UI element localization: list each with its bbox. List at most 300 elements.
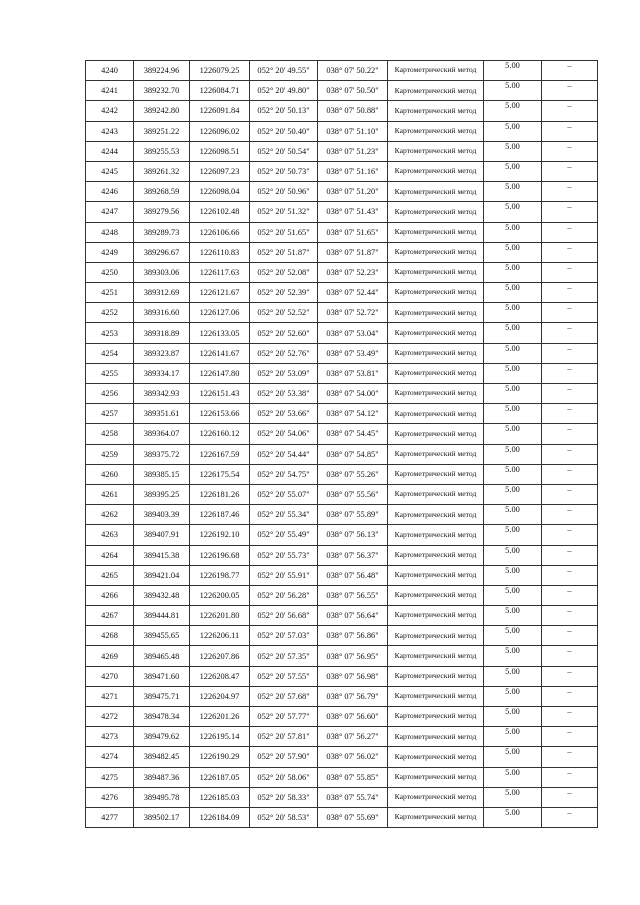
x-coordinate-cell: 389316.60: [134, 303, 190, 323]
x-coordinate-cell: 389479.62: [134, 727, 190, 747]
table-row: [86, 61, 598, 81]
table-row: [86, 161, 598, 181]
point-number-cell: 4259: [86, 444, 134, 464]
y-coordinate-cell: 1226097.23: [190, 161, 250, 181]
x-coordinate-cell: 389342.93: [134, 384, 190, 404]
table-row: [86, 525, 598, 545]
table-row: [86, 505, 598, 525]
note-cell: –: [542, 323, 598, 343]
note-cell: –: [542, 686, 598, 706]
x-coordinate-cell: 389421.04: [134, 565, 190, 585]
point-number-cell: 4251: [86, 283, 134, 303]
method-cell: Картометрический метод: [388, 565, 484, 585]
point-number-cell: 4272: [86, 707, 134, 727]
accuracy-cell: 5.00: [484, 121, 542, 141]
accuracy-cell: 5.00: [484, 161, 542, 181]
accuracy-cell: 5.00: [484, 222, 542, 242]
x-coordinate-cell: 389415.38: [134, 545, 190, 565]
note-cell: –: [542, 61, 598, 81]
y-coordinate-cell: 1226190.29: [190, 747, 250, 767]
method-cell: Картометрический метод: [388, 545, 484, 565]
note-cell: –: [542, 484, 598, 504]
latitude-cell: 052° 20' 50.96": [250, 182, 318, 202]
x-coordinate-cell: 389407.91: [134, 525, 190, 545]
table-row: [86, 747, 598, 767]
y-coordinate-cell: 1226196.68: [190, 545, 250, 565]
x-coordinate-cell: 389289.73: [134, 222, 190, 242]
longitude-cell: 038° 07' 51.16": [318, 161, 388, 181]
latitude-cell: 052° 20' 55.07": [250, 484, 318, 504]
table-row: [86, 565, 598, 585]
x-coordinate-cell: 389502.17: [134, 807, 190, 827]
method-cell: Картометрический метод: [388, 787, 484, 807]
latitude-cell: 052° 20' 55.49": [250, 525, 318, 545]
point-number-cell: 4271: [86, 686, 134, 706]
y-coordinate-cell: 1226102.48: [190, 202, 250, 222]
latitude-cell: 052° 20' 50.13": [250, 101, 318, 121]
point-number-cell: 4254: [86, 343, 134, 363]
longitude-cell: 038° 07' 56.79": [318, 686, 388, 706]
longitude-cell: 038° 07' 55.85": [318, 767, 388, 787]
y-coordinate-cell: 1226147.80: [190, 363, 250, 383]
point-number-cell: 4257: [86, 404, 134, 424]
table-row: [86, 626, 598, 646]
accuracy-cell: 5.00: [484, 525, 542, 545]
table-row: [86, 182, 598, 202]
accuracy-cell: 5.00: [484, 626, 542, 646]
point-number-cell: 4266: [86, 585, 134, 605]
table-row: [86, 707, 598, 727]
y-coordinate-cell: 1226151.43: [190, 384, 250, 404]
latitude-cell: 052° 20' 55.73": [250, 545, 318, 565]
table-body: [86, 61, 598, 828]
table-row: [86, 283, 598, 303]
method-cell: Картометрический метод: [388, 303, 484, 323]
accuracy-cell: 5.00: [484, 565, 542, 585]
accuracy-cell: 5.00: [484, 424, 542, 444]
note-cell: –: [542, 505, 598, 525]
note-cell: –: [542, 343, 598, 363]
table-row: [86, 222, 598, 242]
accuracy-cell: 5.00: [484, 323, 542, 343]
method-cell: Картометрический метод: [388, 61, 484, 81]
note-cell: –: [542, 565, 598, 585]
table-row: [86, 141, 598, 161]
point-number-cell: 4261: [86, 484, 134, 504]
y-coordinate-cell: 1226187.46: [190, 505, 250, 525]
point-number-cell: 4258: [86, 424, 134, 444]
accuracy-cell: 5.00: [484, 585, 542, 605]
x-coordinate-cell: 389375.72: [134, 444, 190, 464]
accuracy-cell: 5.00: [484, 787, 542, 807]
method-cell: Картометрический метод: [388, 767, 484, 787]
latitude-cell: 052° 20' 57.35": [250, 646, 318, 666]
point-number-cell: 4262: [86, 505, 134, 525]
longitude-cell: 038° 07' 54.85": [318, 444, 388, 464]
longitude-cell: 038° 07' 52.23": [318, 262, 388, 282]
note-cell: –: [542, 363, 598, 383]
note-cell: –: [542, 283, 598, 303]
longitude-cell: 038° 07' 53.81": [318, 363, 388, 383]
note-cell: –: [542, 626, 598, 646]
method-cell: Картометрический метод: [388, 646, 484, 666]
accuracy-cell: 5.00: [484, 141, 542, 161]
x-coordinate-cell: 389487.36: [134, 767, 190, 787]
y-coordinate-cell: 1226153.66: [190, 404, 250, 424]
note-cell: –: [542, 182, 598, 202]
x-coordinate-cell: 389364.07: [134, 424, 190, 444]
x-coordinate-cell: 389403.39: [134, 505, 190, 525]
method-cell: Картометрический метод: [388, 626, 484, 646]
y-coordinate-cell: 1226084.71: [190, 81, 250, 101]
y-coordinate-cell: 1226187.05: [190, 767, 250, 787]
longitude-cell: 038° 07' 53.49": [318, 343, 388, 363]
latitude-cell: 052° 20' 54.44": [250, 444, 318, 464]
x-coordinate-cell: 389296.67: [134, 242, 190, 262]
y-coordinate-cell: 1226195.14: [190, 727, 250, 747]
latitude-cell: 052° 20' 57.81": [250, 727, 318, 747]
x-coordinate-cell: 389318.89: [134, 323, 190, 343]
point-number-cell: 4245: [86, 161, 134, 181]
longitude-cell: 038° 07' 56.98": [318, 666, 388, 686]
table-row: [86, 807, 598, 827]
latitude-cell: 052° 20' 52.76": [250, 343, 318, 363]
longitude-cell: 038° 07' 55.69": [318, 807, 388, 827]
latitude-cell: 052° 20' 51.65": [250, 222, 318, 242]
accuracy-cell: 5.00: [484, 303, 542, 323]
table-row: [86, 545, 598, 565]
point-number-cell: 4276: [86, 787, 134, 807]
longitude-cell: 038° 07' 51.65": [318, 222, 388, 242]
note-cell: –: [542, 444, 598, 464]
table-row: [86, 323, 598, 343]
method-cell: Картометрический метод: [388, 242, 484, 262]
y-coordinate-cell: 1226201.80: [190, 606, 250, 626]
accuracy-cell: 5.00: [484, 646, 542, 666]
y-coordinate-cell: 1226098.04: [190, 182, 250, 202]
table-row: [86, 384, 598, 404]
note-cell: –: [542, 525, 598, 545]
longitude-cell: 038° 07' 56.48": [318, 565, 388, 585]
point-number-cell: 4241: [86, 81, 134, 101]
accuracy-cell: 5.00: [484, 262, 542, 282]
point-number-cell: 4275: [86, 767, 134, 787]
accuracy-cell: 5.00: [484, 182, 542, 202]
longitude-cell: 038° 07' 56.86": [318, 626, 388, 646]
x-coordinate-cell: 389351.61: [134, 404, 190, 424]
method-cell: Картометрический метод: [388, 727, 484, 747]
latitude-cell: 052° 20' 57.03": [250, 626, 318, 646]
note-cell: –: [542, 202, 598, 222]
note-cell: –: [542, 121, 598, 141]
method-cell: Картометрический метод: [388, 606, 484, 626]
point-number-cell: 4265: [86, 565, 134, 585]
longitude-cell: 038° 07' 52.44": [318, 283, 388, 303]
x-coordinate-cell: 389251.22: [134, 121, 190, 141]
point-number-cell: 4260: [86, 464, 134, 484]
longitude-cell: 038° 07' 55.89": [318, 505, 388, 525]
latitude-cell: 052° 20' 50.40": [250, 121, 318, 141]
point-number-cell: 4267: [86, 606, 134, 626]
table-row: [86, 727, 598, 747]
latitude-cell: 052° 20' 50.54": [250, 141, 318, 161]
longitude-cell: 038° 07' 56.37": [318, 545, 388, 565]
longitude-cell: 038° 07' 50.50": [318, 81, 388, 101]
latitude-cell: 052° 20' 58.53": [250, 807, 318, 827]
method-cell: Картометрический метод: [388, 283, 484, 303]
accuracy-cell: 5.00: [484, 61, 542, 81]
accuracy-cell: 5.00: [484, 666, 542, 686]
table-row: [86, 101, 598, 121]
table-row: [86, 444, 598, 464]
note-cell: –: [542, 787, 598, 807]
y-coordinate-cell: 1226207.86: [190, 646, 250, 666]
accuracy-cell: 5.00: [484, 242, 542, 262]
note-cell: –: [542, 81, 598, 101]
x-coordinate-cell: 389471.60: [134, 666, 190, 686]
y-coordinate-cell: 1226133.05: [190, 323, 250, 343]
method-cell: Картометрический метод: [388, 807, 484, 827]
table-row: [86, 343, 598, 363]
table-row: [86, 646, 598, 666]
y-coordinate-cell: 1226096.02: [190, 121, 250, 141]
coordinates-table-sheet: [85, 60, 597, 828]
accuracy-cell: 5.00: [484, 686, 542, 706]
note-cell: –: [542, 646, 598, 666]
method-cell: Картометрический метод: [388, 161, 484, 181]
table-row: [86, 363, 598, 383]
y-coordinate-cell: 1226175.54: [190, 464, 250, 484]
x-coordinate-cell: 389465.48: [134, 646, 190, 666]
method-cell: Картометрический метод: [388, 666, 484, 686]
point-number-cell: 4274: [86, 747, 134, 767]
latitude-cell: 052° 20' 52.39": [250, 283, 318, 303]
y-coordinate-cell: 1226181.26: [190, 484, 250, 504]
longitude-cell: 038° 07' 56.60": [318, 707, 388, 727]
table-row: [86, 242, 598, 262]
accuracy-cell: 5.00: [484, 807, 542, 827]
note-cell: –: [542, 424, 598, 444]
longitude-cell: 038° 07' 56.95": [318, 646, 388, 666]
point-number-cell: 4252: [86, 303, 134, 323]
note-cell: –: [542, 101, 598, 121]
method-cell: Картометрический метод: [388, 202, 484, 222]
table-row: [86, 585, 598, 605]
accuracy-cell: 5.00: [484, 404, 542, 424]
note-cell: –: [542, 384, 598, 404]
x-coordinate-cell: 389224.96: [134, 61, 190, 81]
y-coordinate-cell: 1226091.84: [190, 101, 250, 121]
point-number-cell: 4249: [86, 242, 134, 262]
y-coordinate-cell: 1226106.66: [190, 222, 250, 242]
method-cell: Картометрический метод: [388, 141, 484, 161]
x-coordinate-cell: 389475.71: [134, 686, 190, 706]
y-coordinate-cell: 1226198.77: [190, 565, 250, 585]
longitude-cell: 038° 07' 55.26": [318, 464, 388, 484]
latitude-cell: 052° 20' 52.52": [250, 303, 318, 323]
longitude-cell: 038° 07' 55.74": [318, 787, 388, 807]
method-cell: Картометрический метод: [388, 404, 484, 424]
method-cell: Картометрический метод: [388, 121, 484, 141]
table-row: [86, 666, 598, 686]
note-cell: –: [542, 747, 598, 767]
x-coordinate-cell: 389495.78: [134, 787, 190, 807]
table-row: [86, 262, 598, 282]
note-cell: –: [542, 262, 598, 282]
y-coordinate-cell: 1226121.67: [190, 283, 250, 303]
note-cell: –: [542, 545, 598, 565]
x-coordinate-cell: 389478.34: [134, 707, 190, 727]
longitude-cell: 038° 07' 51.23": [318, 141, 388, 161]
y-coordinate-cell: 1226201.26: [190, 707, 250, 727]
table-row: [86, 686, 598, 706]
y-coordinate-cell: 1226110.83: [190, 242, 250, 262]
accuracy-cell: 5.00: [484, 767, 542, 787]
method-cell: Картометрический метод: [388, 747, 484, 767]
x-coordinate-cell: 389323.87: [134, 343, 190, 363]
latitude-cell: 052° 20' 58.06": [250, 767, 318, 787]
longitude-cell: 038° 07' 56.02": [318, 747, 388, 767]
longitude-cell: 038° 07' 50.22": [318, 61, 388, 81]
latitude-cell: 052° 20' 53.38": [250, 384, 318, 404]
x-coordinate-cell: 389242.80: [134, 101, 190, 121]
table-row: [86, 202, 598, 222]
method-cell: Картометрический метод: [388, 182, 484, 202]
point-number-cell: 4270: [86, 666, 134, 686]
table-row: [86, 606, 598, 626]
point-number-cell: 4277: [86, 807, 134, 827]
y-coordinate-cell: 1226192.10: [190, 525, 250, 545]
longitude-cell: 038° 07' 52.72": [318, 303, 388, 323]
x-coordinate-cell: 389395.25: [134, 484, 190, 504]
table-row: [86, 484, 598, 504]
accuracy-cell: 5.00: [484, 484, 542, 504]
point-number-cell: 4263: [86, 525, 134, 545]
accuracy-cell: 5.00: [484, 283, 542, 303]
method-cell: Картометрический метод: [388, 505, 484, 525]
table-row: [86, 767, 598, 787]
table-row: [86, 464, 598, 484]
latitude-cell: 052° 20' 52.60": [250, 323, 318, 343]
method-cell: Картометрический метод: [388, 343, 484, 363]
method-cell: Картометрический метод: [388, 484, 484, 504]
x-coordinate-cell: 389261.32: [134, 161, 190, 181]
x-coordinate-cell: 389334.17: [134, 363, 190, 383]
method-cell: Картометрический метод: [388, 384, 484, 404]
latitude-cell: 052° 20' 49.80": [250, 81, 318, 101]
latitude-cell: 052° 20' 54.06": [250, 424, 318, 444]
longitude-cell: 038° 07' 51.10": [318, 121, 388, 141]
y-coordinate-cell: 1226184.09: [190, 807, 250, 827]
latitude-cell: 052° 20' 53.66": [250, 404, 318, 424]
longitude-cell: 038° 07' 50.88": [318, 101, 388, 121]
y-coordinate-cell: 1226127.06: [190, 303, 250, 323]
longitude-cell: 038° 07' 51.87": [318, 242, 388, 262]
table-row: [86, 424, 598, 444]
method-cell: Картометрический метод: [388, 525, 484, 545]
method-cell: Картометрический метод: [388, 222, 484, 242]
accuracy-cell: 5.00: [484, 101, 542, 121]
note-cell: –: [542, 767, 598, 787]
note-cell: –: [542, 404, 598, 424]
method-cell: Картометрический метод: [388, 363, 484, 383]
latitude-cell: 052° 20' 56.68": [250, 606, 318, 626]
x-coordinate-cell: 389455.65: [134, 626, 190, 646]
latitude-cell: 052° 20' 57.55": [250, 666, 318, 686]
note-cell: –: [542, 242, 598, 262]
point-number-cell: 4273: [86, 727, 134, 747]
note-cell: –: [542, 585, 598, 605]
table-row: [86, 121, 598, 141]
longitude-cell: 038° 07' 54.45": [318, 424, 388, 444]
y-coordinate-cell: 1226079.25: [190, 61, 250, 81]
y-coordinate-cell: 1226208.47: [190, 666, 250, 686]
accuracy-cell: 5.00: [484, 747, 542, 767]
method-cell: Картометрический метод: [388, 81, 484, 101]
point-number-cell: 4242: [86, 101, 134, 121]
accuracy-cell: 5.00: [484, 444, 542, 464]
point-number-cell: 4247: [86, 202, 134, 222]
point-number-cell: 4268: [86, 626, 134, 646]
y-coordinate-cell: 1226200.05: [190, 585, 250, 605]
x-coordinate-cell: 389444.81: [134, 606, 190, 626]
note-cell: –: [542, 807, 598, 827]
point-number-cell: 4269: [86, 646, 134, 666]
note-cell: –: [542, 606, 598, 626]
accuracy-cell: 5.00: [484, 707, 542, 727]
method-cell: Картометрический метод: [388, 424, 484, 444]
y-coordinate-cell: 1226117.63: [190, 262, 250, 282]
table-row: [86, 787, 598, 807]
accuracy-cell: 5.00: [484, 505, 542, 525]
accuracy-cell: 5.00: [484, 384, 542, 404]
point-number-cell: 4256: [86, 384, 134, 404]
longitude-cell: 038° 07' 54.00": [318, 384, 388, 404]
longitude-cell: 038° 07' 56.55": [318, 585, 388, 605]
method-cell: Картометрический метод: [388, 707, 484, 727]
longitude-cell: 038° 07' 51.43": [318, 202, 388, 222]
latitude-cell: 052° 20' 57.68": [250, 686, 318, 706]
point-number-cell: 4253: [86, 323, 134, 343]
longitude-cell: 038° 07' 54.12": [318, 404, 388, 424]
method-cell: Картометрический метод: [388, 444, 484, 464]
note-cell: –: [542, 222, 598, 242]
x-coordinate-cell: 389232.70: [134, 81, 190, 101]
x-coordinate-cell: 389268.59: [134, 182, 190, 202]
x-coordinate-cell: 389432.48: [134, 585, 190, 605]
table-row: [86, 404, 598, 424]
latitude-cell: 052° 20' 54.75": [250, 464, 318, 484]
latitude-cell: 052° 20' 50.73": [250, 161, 318, 181]
note-cell: –: [542, 161, 598, 181]
accuracy-cell: 5.00: [484, 545, 542, 565]
latitude-cell: 052° 20' 55.34": [250, 505, 318, 525]
method-cell: Картометрический метод: [388, 262, 484, 282]
x-coordinate-cell: 389279.56: [134, 202, 190, 222]
x-coordinate-cell: 389385.15: [134, 464, 190, 484]
longitude-cell: 038° 07' 51.20": [318, 182, 388, 202]
method-cell: Картометрический метод: [388, 585, 484, 605]
y-coordinate-cell: 1226141.67: [190, 343, 250, 363]
longitude-cell: 038° 07' 56.13": [318, 525, 388, 545]
latitude-cell: 052° 20' 51.87": [250, 242, 318, 262]
point-number-cell: 4244: [86, 141, 134, 161]
y-coordinate-cell: 1226204.97: [190, 686, 250, 706]
x-coordinate-cell: 389482.45: [134, 747, 190, 767]
latitude-cell: 052° 20' 51.32": [250, 202, 318, 222]
accuracy-cell: 5.00: [484, 202, 542, 222]
longitude-cell: 038° 07' 56.64": [318, 606, 388, 626]
